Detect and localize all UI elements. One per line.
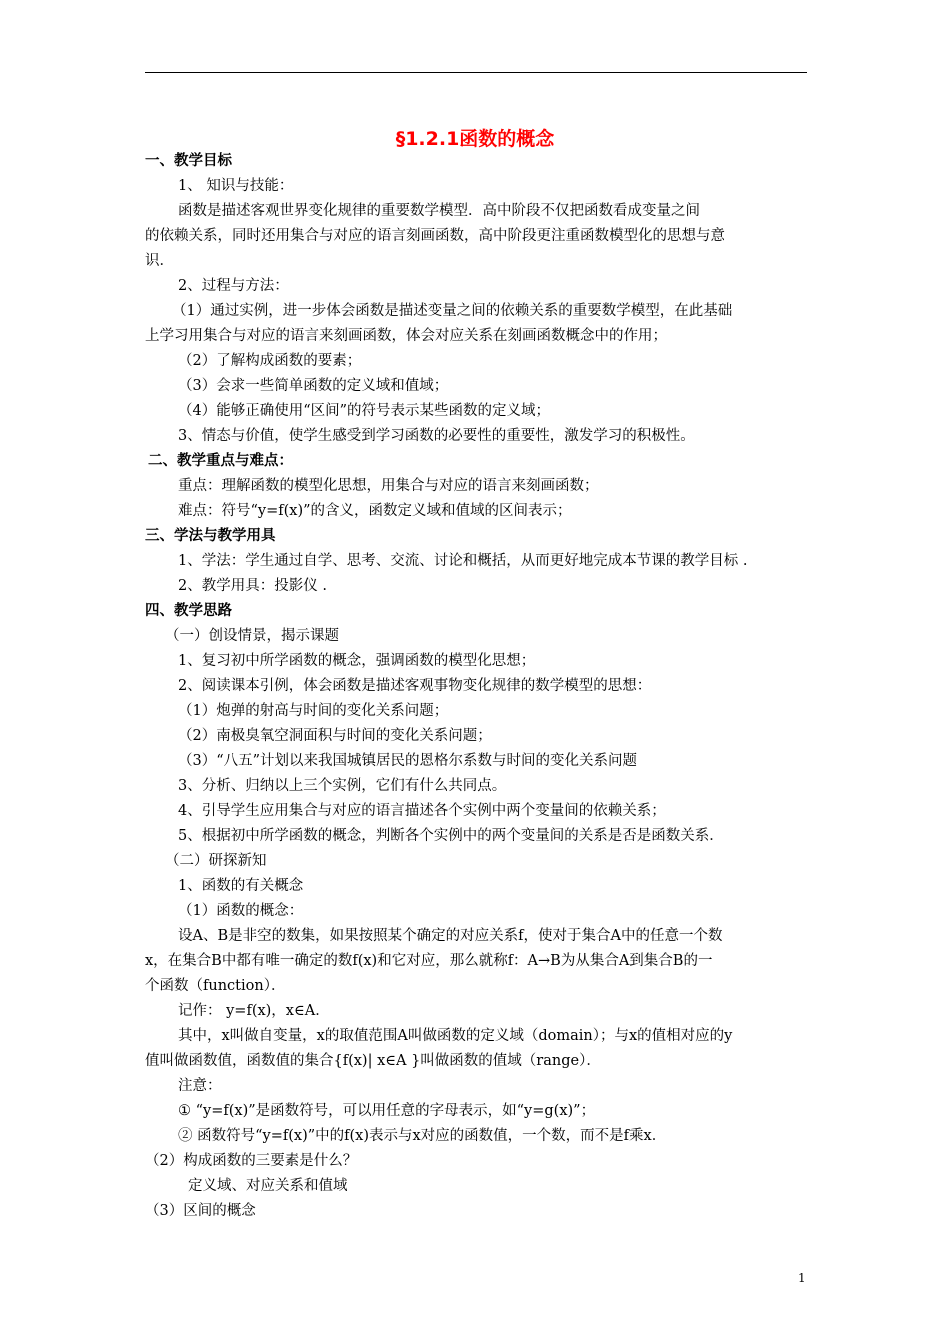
paragraph-line: 记作： y=f(x)，x∈A． [178, 1003, 330, 1019]
paragraph-line: 其中，x叫做自变量，x的取值范围A叫做函数的定义域（domain）；与x的值相对应的y [178, 1028, 733, 1044]
paragraph-line: 5、根据初中所学函数的概念，判断各个实例中的两个变量间的关系是否是函数关系． [178, 828, 724, 844]
paragraph-line: ② 函数符号“y=f(x)”中的f(x)表示与x对应的函数值，一个数，而不是f乘x． [178, 1128, 667, 1144]
paragraph-line: ① “y=f(x)”是函数符号，可以用任意的字母表示，如“y=g(x)”； [178, 1103, 596, 1119]
paragraph-line: 2、教学用具：投影仪 . [178, 578, 327, 594]
paragraph-line: 2、阅读课本引例，体会函数是描述客观事物变化规律的数学模型的思想： [178, 678, 652, 694]
paragraph-line: 4、引导学生应用集合与对应的语言描述各个实例中两个变量间的依赖关系； [178, 803, 666, 819]
page-number: 1 [798, 1271, 806, 1285]
paragraph-line: 难点：符号“y=f(x)”的含义，函数定义域和值域的区间表示； [178, 503, 572, 519]
paragraph-line: 个函数（function）． [145, 978, 286, 994]
paragraph-line: 定义域、对应关系和值域 [188, 1178, 348, 1194]
paragraph-line: 上学习用集合与对应的语言来刻画函数，体会对应关系在刻画函数概念中的作用； [145, 328, 667, 344]
paragraph-line: （2）了解构成函数的要素； [178, 353, 362, 369]
paragraph-line: 1、学法：学生通过自学、思考、交流、讨论和概括，从而更好地完成本节课的教学目标 . [178, 553, 748, 569]
paragraph-line: x，在集合B中都有唯一确定的数f(x)和它对应，那么就称f：A→B为从集合A到集合B的一 [145, 953, 713, 969]
paragraph-line: （一）创设情景，揭示课题 [165, 628, 339, 644]
paragraph-line: 1、函数的有关概念 [178, 878, 304, 894]
paragraph-line: 2、过程与方法： [178, 278, 289, 294]
paragraph-line: （1）函数的概念： [178, 903, 304, 919]
paragraph-line: （3）会求一些简单函数的定义域和值域； [178, 378, 449, 394]
paragraph-line: 注意： [178, 1078, 222, 1094]
paragraph-line: 设A、B是非空的数集，如果按照某个确定的对应关系f，使对于集合A中的任意一个数 [178, 928, 723, 944]
paragraph-line: 的依赖关系，同时还用集合与对应的语言刻画函数，高中阶段更注重函数模型化的思想与意 [145, 228, 725, 244]
paragraph-line: 函数是描述客观世界变化规律的重要数学模型．高中阶段不仅把函数看成变量之间 [178, 203, 700, 219]
paragraph-line: （2）南极臭氧空洞面积与时间的变化关系问题； [178, 728, 492, 744]
paragraph-line: （1）炮弹的射高与时间的变化关系问题； [178, 703, 449, 719]
paragraph-line: 重点：理解函数的模型化思想，用集合与对应的语言来刻画函数； [178, 478, 599, 494]
paragraph-line: （2）构成函数的三要素是什么？ [145, 1153, 358, 1169]
paragraph-line: 1、复习初中所学函数的概念，强调函数的模型化思想； [178, 653, 536, 669]
section-heading: 二、教学重点与难点： [148, 453, 293, 469]
section-heading: 一、教学目标 [145, 153, 232, 169]
paragraph-line: （3）区间的概念 [145, 1203, 256, 1219]
paragraph-line: （二）研探新知 [165, 853, 267, 869]
paragraph-line: 1、 知识与技能： [178, 178, 294, 194]
paragraph-line: 值叫做函数值，函数值的集合{f(x)| x∈A }叫做函数的值域（range）． [145, 1053, 601, 1069]
header-rule [145, 72, 807, 73]
section-heading: 三、学法与教学用具 [145, 528, 276, 544]
section-heading: 四、教学思路 [145, 603, 232, 619]
document-title: §1.2.1函数的概念 [395, 128, 555, 150]
paragraph-line: （3）“八五”计划以来我国城镇居民的恩格尔系数与时间的变化关系问题 [178, 753, 638, 769]
paragraph-line: 识． [145, 253, 174, 269]
paragraph-line: 3、情态与价值，使学生感受到学习函数的必要性的重要性，激发学习的积极性。 [178, 428, 695, 444]
paragraph-line: （1）通过实例，进一步体会函数是描述变量之间的依赖关系的重要数学模型，在此基础 [172, 303, 733, 319]
paragraph-line: （4）能够正确使用“区间”的符号表示某些函数的定义域； [178, 403, 551, 419]
paragraph-line: 3、分析、归纳以上三个实例，它们有什么共同点。 [178, 778, 507, 794]
